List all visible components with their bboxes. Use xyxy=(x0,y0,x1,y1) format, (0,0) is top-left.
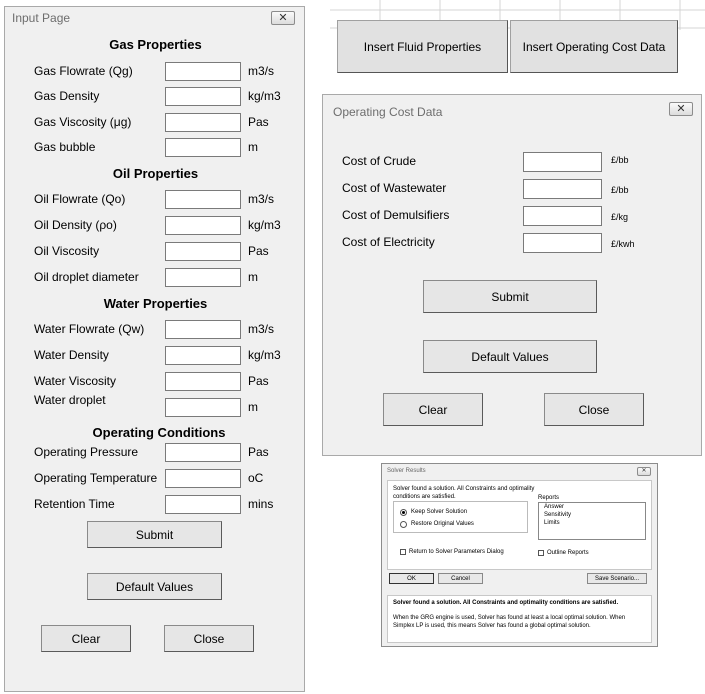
gas-viscosity-label: Gas Viscosity (μg) xyxy=(34,115,132,129)
outline-reports-checkbox[interactable] xyxy=(538,550,544,556)
oil-density-input[interactable] xyxy=(165,216,241,235)
return-to-parameters-checkbox[interactable] xyxy=(400,549,406,555)
cost-demulsifiers-label: Cost of Demulsifiers xyxy=(342,208,450,222)
water-viscosity-unit: Pas xyxy=(248,374,269,388)
oil-viscosity-label: Oil Viscosity xyxy=(34,244,100,258)
gas-density-input[interactable] xyxy=(165,87,241,106)
retention-time-label: Retention Time xyxy=(34,497,115,511)
cost-electricity-label: Cost of Electricity xyxy=(342,235,435,249)
gas-properties-heading: Gas Properties xyxy=(109,37,202,52)
cost-demulsifiers-input[interactable] xyxy=(523,206,602,226)
spreadsheet-area xyxy=(330,0,705,75)
water-viscosity-label: Water Viscosity xyxy=(34,374,117,388)
input-submit-button[interactable]: Submit xyxy=(87,521,222,548)
gas-viscosity-unit: Pas xyxy=(248,115,269,129)
operating-cost-close-icon[interactable]: ✕ xyxy=(669,102,693,116)
keep-solution-radio[interactable] xyxy=(400,509,407,516)
restore-values-label: Restore Original Values xyxy=(411,521,474,527)
solver-summary-text: When the GRG engine is used, Solver has found at least a local optimal solution. When Simplex LP is used, this means Solver has found a global optimal solution. xyxy=(393,615,626,629)
water-droplet-unit: m xyxy=(248,400,258,414)
gas-bubble-label: Gas bubble xyxy=(34,140,96,154)
oil-flowrate-label: Oil Flowrate (Qo) xyxy=(34,192,126,206)
water-flowrate-input[interactable] xyxy=(165,320,241,339)
water-droplet-input[interactable] xyxy=(165,398,241,417)
oil-droplet-unit: m xyxy=(248,270,258,284)
retention-time-input[interactable] xyxy=(165,495,241,514)
solver-ok-button[interactable]: OK xyxy=(389,573,434,584)
reports-list[interactable] xyxy=(538,502,646,540)
operating-cost-window xyxy=(322,94,702,456)
cost-electricity-unit: £/kwh xyxy=(611,239,635,249)
cost-wastewater-unit: £/bb xyxy=(611,185,629,195)
restore-values-radio[interactable] xyxy=(400,521,407,528)
solver-options-box xyxy=(393,501,528,533)
water-density-unit: kg/m3 xyxy=(248,348,281,362)
solver-main-panel xyxy=(387,480,652,570)
water-density-label: Water Density xyxy=(34,348,109,362)
input-page-close-icon[interactable]: ✕ xyxy=(271,11,295,25)
insert-operating-cost-button[interactable]: Insert Operating Cost Data xyxy=(510,20,678,73)
solver-summary-bold: Solver found a solution. All Constraints and optimality conditions are satisfied. xyxy=(393,600,619,606)
cost-wastewater-input[interactable] xyxy=(523,179,602,199)
gas-bubble-unit: m xyxy=(248,140,258,154)
gas-flowrate-unit: m3/s xyxy=(248,64,275,78)
gas-viscosity-input[interactable] xyxy=(165,113,241,132)
oil-flowrate-input[interactable] xyxy=(165,190,241,209)
water-flowrate-unit: m3/s xyxy=(248,322,275,336)
water-flowrate-label: Water Flowrate (Qw) xyxy=(34,322,145,336)
cost-clear-button[interactable]: Clear xyxy=(383,393,483,426)
operating-pressure-label: Operating Pressure xyxy=(34,445,139,459)
input-default-values-button[interactable]: Default Values xyxy=(87,573,222,600)
outline-reports-label: Outline Reports xyxy=(547,550,589,556)
solver-results-window xyxy=(381,463,658,647)
oil-droplet-input[interactable] xyxy=(165,268,241,287)
input-page-title: Input Page xyxy=(12,11,71,25)
cost-crude-label: Cost of Crude xyxy=(342,154,417,168)
gas-flowrate-label: Gas Flowrate (Qg) xyxy=(34,64,133,78)
water-viscosity-input[interactable] xyxy=(165,372,241,391)
oil-flowrate-unit: m3/s xyxy=(248,192,275,206)
operating-cost-titlebar xyxy=(323,95,701,119)
solver-title: Solver Results xyxy=(387,468,426,474)
solver-close-icon[interactable]: ✕ xyxy=(637,467,651,476)
gas-bubble-input[interactable] xyxy=(165,138,241,157)
input-close-button[interactable]: Close xyxy=(164,625,254,652)
solver-summary-panel xyxy=(387,595,652,643)
oil-viscosity-unit: Pas xyxy=(248,244,269,258)
gas-density-label: Gas Density xyxy=(34,89,100,103)
operating-pressure-unit: Pas xyxy=(248,445,269,459)
insert-fluid-properties-button[interactable]: Insert Fluid Properties xyxy=(337,20,508,73)
report-answer[interactable]: Answer xyxy=(544,504,565,510)
cost-submit-button[interactable]: Submit xyxy=(423,280,597,313)
input-clear-button[interactable]: Clear xyxy=(41,625,131,652)
operating-temperature-label: Operating Temperature xyxy=(34,471,158,485)
solver-cancel-button[interactable]: Cancel xyxy=(438,573,483,584)
cost-close-button[interactable]: Close xyxy=(544,393,644,426)
operating-temperature-unit: oC xyxy=(248,471,264,485)
solver-message: Solver found a solution. All Constraints and optimality conditions are satisfied. xyxy=(393,486,535,500)
operating-temperature-input[interactable] xyxy=(165,469,241,488)
cost-crude-input[interactable] xyxy=(523,152,602,172)
water-density-input[interactable] xyxy=(165,346,241,365)
operating-pressure-input[interactable] xyxy=(165,443,241,462)
report-sensitivity[interactable]: Sensitivity xyxy=(544,512,572,518)
reports-label: Reports xyxy=(538,495,560,501)
water-properties-heading: Water Properties xyxy=(103,296,208,311)
keep-solution-label: Keep Solver Solution xyxy=(411,509,468,515)
operating-cost-title: Operating Cost Data xyxy=(333,105,443,119)
gas-density-unit: kg/m3 xyxy=(248,89,281,103)
retention-time-unit: mins xyxy=(248,497,274,511)
oil-density-unit: kg/m3 xyxy=(248,218,281,232)
cost-demulsifiers-unit: £/kg xyxy=(611,212,629,222)
report-limits[interactable]: Limits xyxy=(544,520,560,526)
water-droplet-label: Water droplet xyxy=(34,393,106,407)
input-page-titlebar xyxy=(5,7,304,27)
save-scenario-button[interactable]: Save Scenario... xyxy=(587,573,647,584)
oil-properties-heading: Oil Properties xyxy=(112,166,199,181)
cost-electricity-input[interactable] xyxy=(523,233,602,253)
oil-viscosity-input[interactable] xyxy=(165,242,241,261)
cost-default-values-button[interactable]: Default Values xyxy=(423,340,597,373)
oil-density-label: Oil Density (ρo) xyxy=(34,218,117,232)
oil-droplet-label: Oil droplet diameter xyxy=(34,270,139,284)
input-page-window xyxy=(4,6,305,692)
return-to-parameters-label: Return to Solver Parameters Dialog xyxy=(409,549,504,555)
cost-crude-unit: £/bb xyxy=(611,155,629,165)
cost-wastewater-label: Cost of Wastewater xyxy=(342,181,447,195)
operating-conditions-heading: Operating Conditions xyxy=(92,425,226,440)
gas-flowrate-input[interactable] xyxy=(165,62,241,81)
